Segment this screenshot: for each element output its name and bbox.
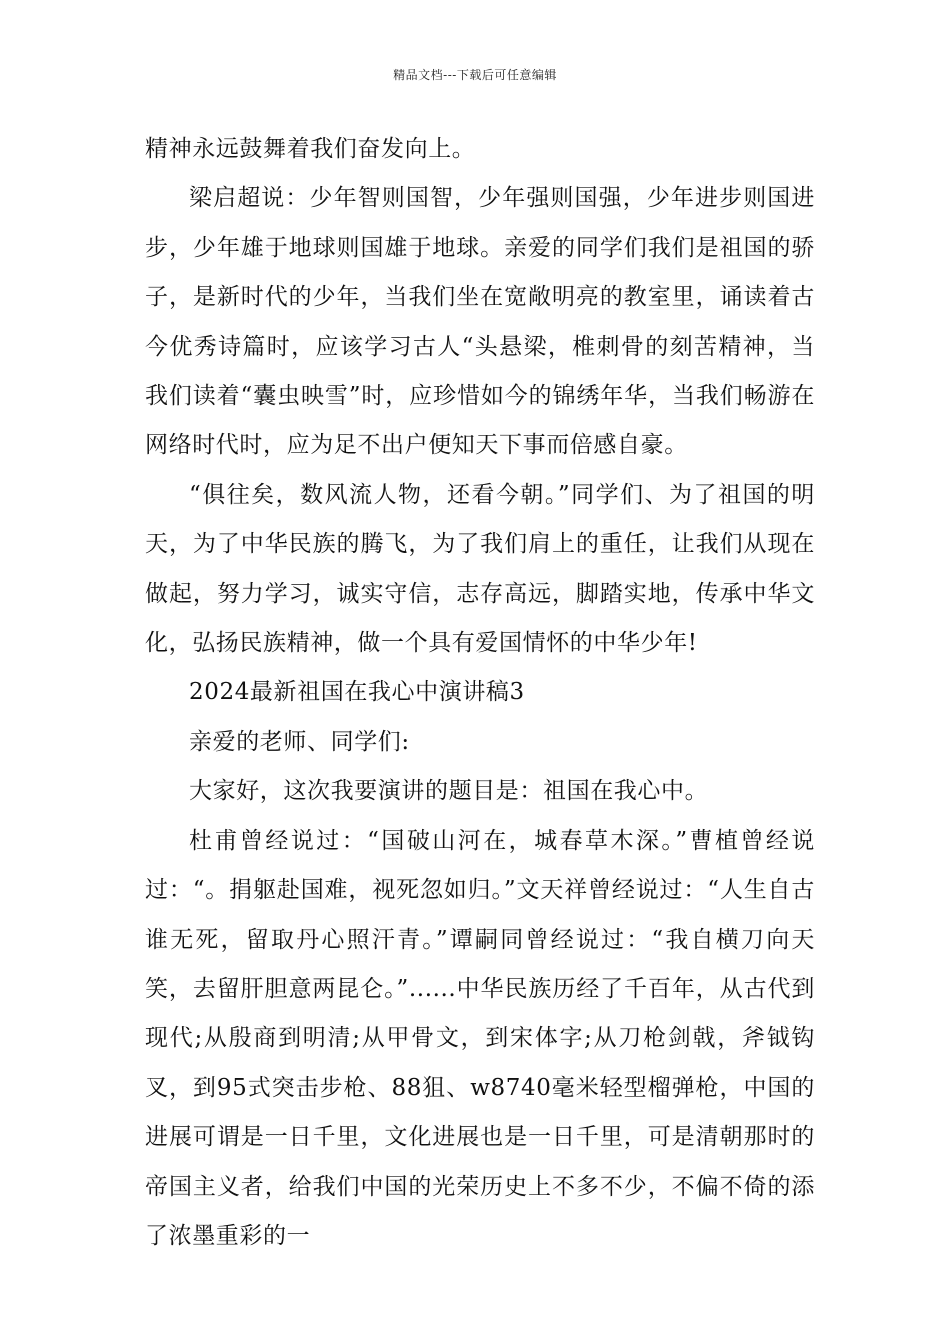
paragraph: 梁启超说：少年智则国智，少年强则国强，少年进步则国进步，少年雄于地球则国雄于地球。亲爱的同学们我们是祖国的骄子，是新时代的少年，当我们坐在宽敞明亮的教室里，诵读着古今优秀诗篇时，应该学习古人“头悬梁，椎刺骨的刻苦精神，当我们读着“囊虫映雪”时，应珍惜如今的锦绣年华，当我们畅游在网络时代时，应为足不出户便知天下事而倍感自豪。 — [145, 185, 815, 459]
section-heading: 2024最新祖国在我心中演讲稿3 — [189, 679, 525, 706]
paragraph: “俱往矣，数风流人物，还看今朝。”同学们、为了祖国的明天，为了中华民族的腾飞，为了我们肩上的重任，让我们从现在做起，努力学习，诚实守信，志存高远，脚踏实地，传承中华文化，弘扬民族精神，做一个具有爱国情怀的中华少年! — [145, 481, 815, 657]
paragraph: 大家好，这次我要演讲的题目是：祖国在我心中。 — [189, 778, 709, 805]
document-body — [145, 125, 815, 1261]
page-header: 精品文档---下载后可任意编辑 — [393, 68, 557, 82]
paragraph: 杜甫曾经说过：“国破山河在，城春草木深。”曹植曾经说过：“。捐躯赴国难，视死忽如归。”文天祥曾经说过：“人生自古谁无死，留取丹心照汗青。”谭嗣同曾经说过：“我自横刀向天笑，去留肝胆意两昆仑。”......中华民族历经了千百年，从古代到现代;从殷商到明清;从甲骨文，到宋体字;从刀枪剑戟，斧钺钩叉，到95式突击步枪、88狙、w8740毫米轻型榴弹枪，中国的进展可谓是一日千里，文化进展也是一日千里，可是清朝那时的帝国主义者，给我们中国的光荣历史上不多不少，不偏不倚的添了浓墨重彩的一 — [145, 827, 815, 1249]
salutation: 亲爱的老师、同学们: — [189, 728, 410, 755]
paragraph: 精神永远鼓舞着我们奋发向上。 — [145, 136, 476, 162]
